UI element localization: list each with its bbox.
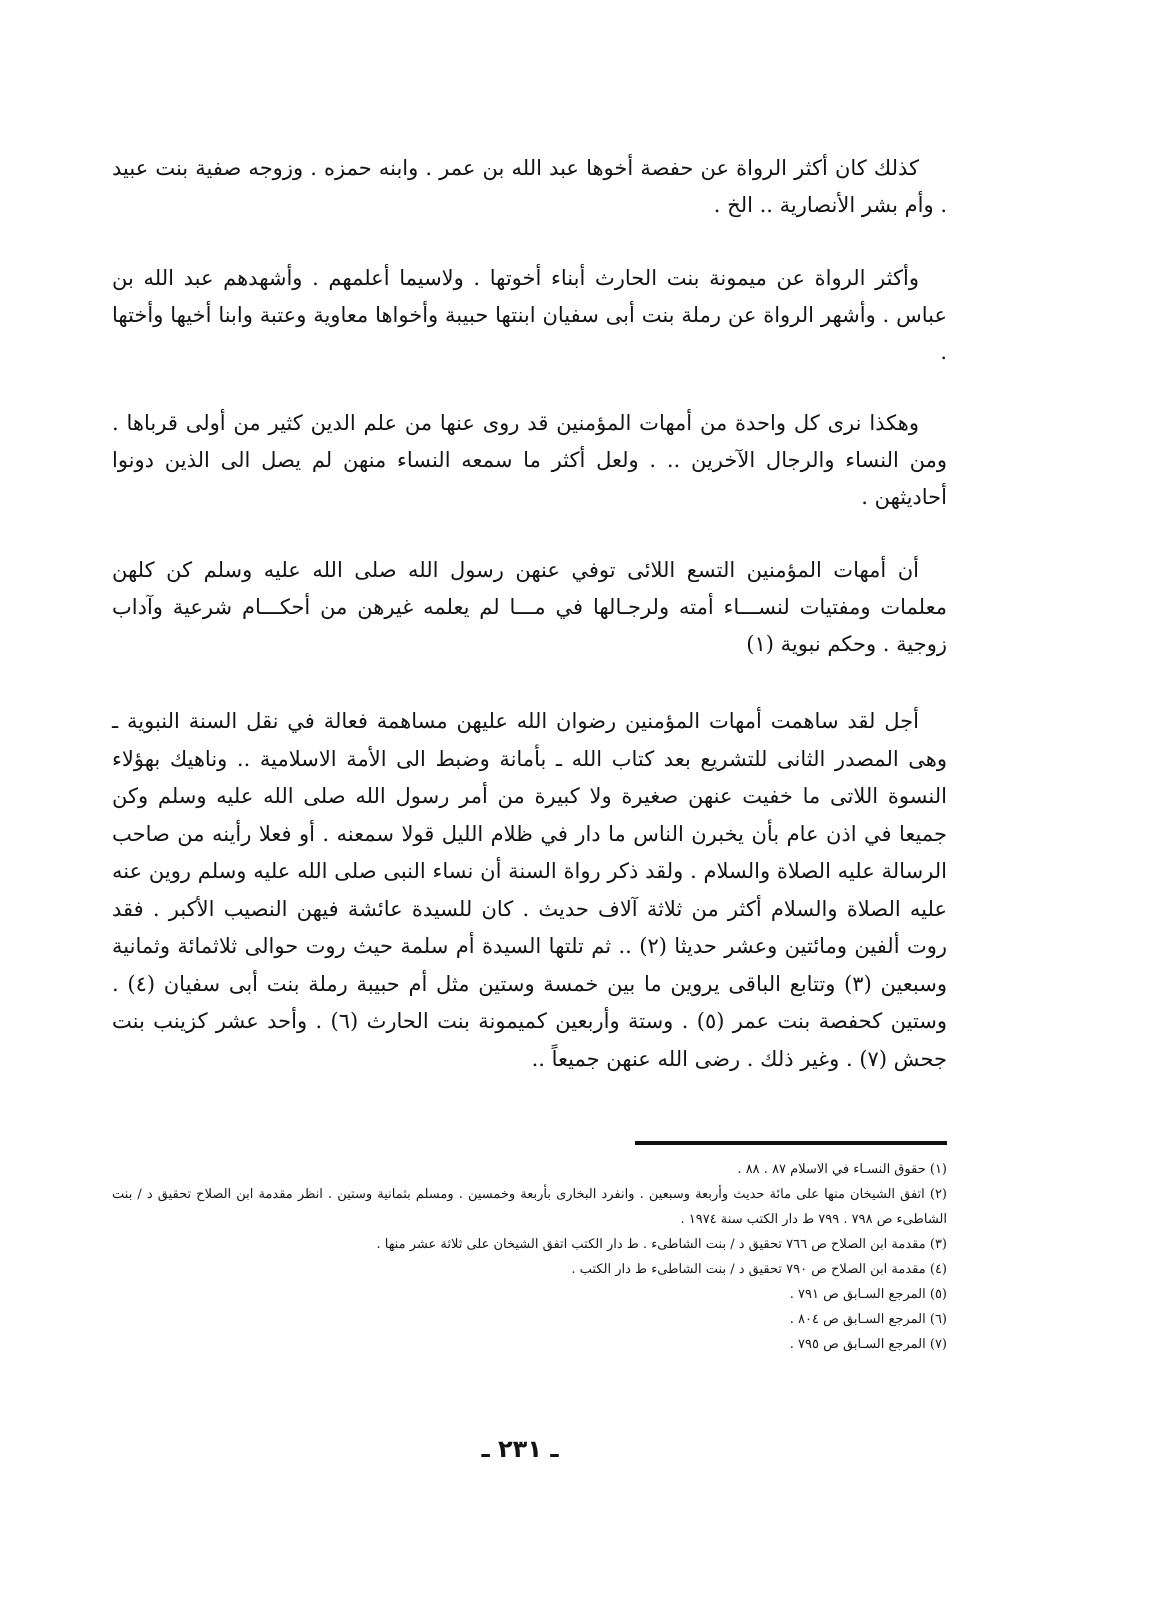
- footnote-7: (٧) المرجع السـابق ص ٧٩٥ .: [789, 1337, 947, 1352]
- footnote-3: (٣) مقدمة ابن الصلاح ص ٧٦٦ تحقيق د / بنت الشاطىء . ط دار الكتب اتفق الشيخان على ثلاثة عشر منها .: [376, 1237, 947, 1252]
- paragraph-nine-mothers-teachers: أن أمهات المؤمنين التسع اللائى توفي عنهن رسول الله صلى الله عليه وسلم كن كلهن معلمات ومفتيات لنســـاء أمته ولرجـالها في مـــا لم يعلمه غيرهن من أحكـــام شرعية وآداب زوجية . وحكم نبوية (١): [112, 558, 947, 656]
- footnote-4: (٤) مقدمة ابن الصلاح ص ٧٩٠ تحقيق د / بنت الشاطىء ط دار الكتب .: [571, 1262, 947, 1277]
- paragraph-mothers-of-believers: وهكذا نرى كل واحدة من أمهات المؤمنين قد روى عنها من علم الدين كثير من أولى قرباها . ومن النساء والرجال الآخرين .. . ولعل أكثر ما سمعه النساء منهن لم يصل الى الذين دونوا أحاديثهن .: [112, 411, 947, 509]
- footnote-6: (٦) المرجع السـابق ص ٨٠٤ .: [789, 1312, 947, 1327]
- paragraph-sunnah-contribution: أجل لقد ساهمت أمهات المؤمنين رضوان الله عليهن مساهمة فعالة في نقل السنة النبوية ـ وهى المصدر الثانى للتشريع بعد كتاب الله ـ بأمانة وضبط الى الأمة الاسلامية .. وناهيك بهؤلاء النسوة اللاتى ما خفيت عنهن صغيرة ولا كبيرة من أمر رسول الله صلى الله عليه وسلم وكن جميعا في اذن عام بأن يخبرن الناس ما دار في ظلام الليل قولا سمعنه . أو فعلا رأينه من صاحب الرسالة عليه الصلاة والسلام . ولقد ذكر رواة السنة أن نساء النبى صلى الله عليه وسلم روين عنه عليه الصلاة والسلام أكثر من ثلاثة آلاف حديث . كان للسيدة عائشة فيهن النصيب الأكبر . فقد روت ألفين ومائتين وعشر حديثا (٢) .. ثم تلتها السيدة أم سلمة حيث روت حوالى ثلاثمائة وثمانية وسبعين (٣) وتتابع الباقى يروين ما بين خمسة وستين مثل أم حبيبة رملة بنت أبى سفيان (٤) . وستين كحفصة بنت عمر (٥) . وستة وأربعين كميمونة بنت الحارث (٦) . وأحد عشر كزينب بنت جحش (٧) . وغير ذلك . رضى الله عنهن جميعاً ..: [112, 709, 948, 1071]
- footnote-2: (٢) اتفق الشيخان منها على مائة حديث وأربعة وسبعين . وانفرد البخارى بأربعة وخمسين . ومسلم بثمانية وستين . انظر مقدمة ابن الصلاح تحقيق د / بنت الشاطىء ص ٧٩٨ . ٧٩٩ ط دار الكتب سنة ١٩٧٤ .: [112, 1187, 947, 1227]
- paragraph-maymuna-narrators: وأكثر الرواة عن ميمونة بنت الحارث أبناء أخوتها . ولاسيما أعلمهم . وأشهدهم عبد الله بن عباس . وأشهر الرواة عن رملة بنت أبى سفيان ابنتها حبيبة وأخواها معاوية وعتبة وابنا أخيها وأختها .: [112, 266, 947, 364]
- footnotes-list: [112, 1157, 947, 1357]
- footnote-5: (٥) المرجع السـابق ص ٧٩١ .: [789, 1287, 947, 1302]
- main-body-text: [112, 150, 947, 1078]
- paragraph-hafsa-narrators: كذلك كان أكثر الرواة عن حفصة أخوها عبد الله بن عمر . وابنه حمزه . وزوجه صفية بنت عبيد . وأم بشر الأنصارية .. الخ .: [112, 156, 947, 217]
- page-number: ـ ٢٣١ ـ: [481, 1435, 559, 1463]
- footnote-1: (١) حقوق النسـاء في الاسلام ٨٧ . ٨٨ .: [737, 1162, 947, 1177]
- footnote-separator-rule: [635, 1141, 947, 1145]
